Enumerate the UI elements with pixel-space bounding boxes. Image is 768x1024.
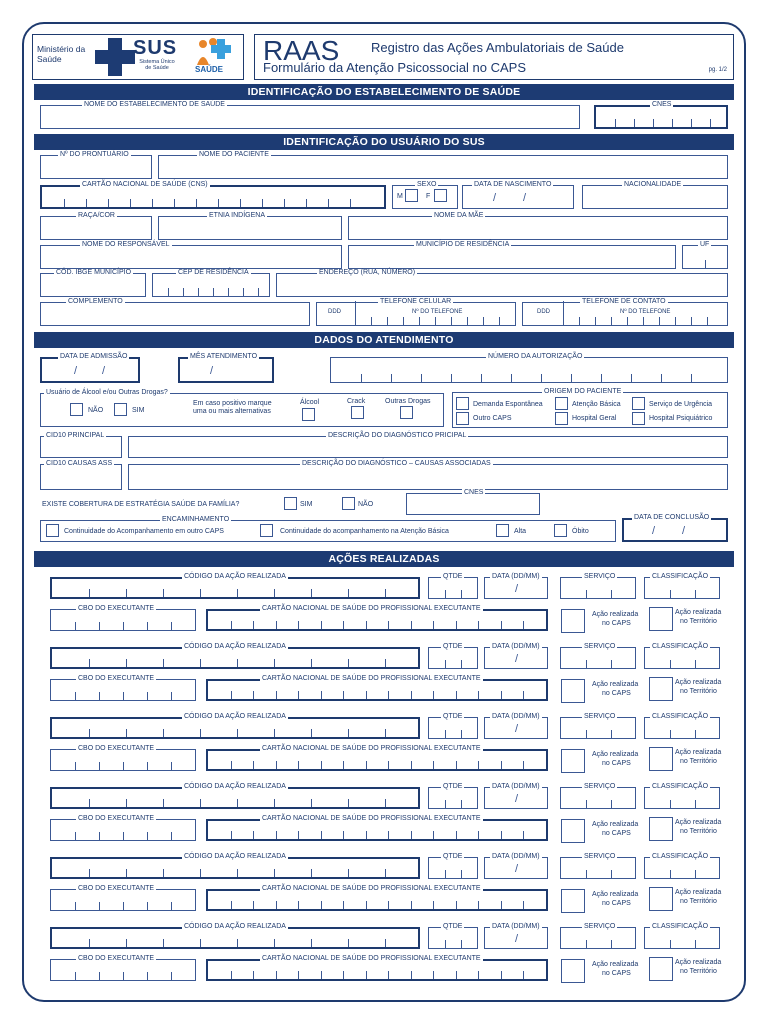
- outro-caps-checkbox[interactable]: [456, 412, 469, 425]
- acao-territorio-line-1: Ação realizada: [675, 819, 722, 826]
- acao-territorio-line-2: no Território: [680, 688, 717, 695]
- data-conclusao-label: DATA DE CONCLUSÃO: [634, 514, 710, 521]
- cep-label: CEP DE RESIDÊNCIA: [178, 269, 249, 276]
- data-acao-field[interactable]: /: [484, 857, 548, 879]
- crack-checkbox[interactable]: [351, 406, 364, 419]
- section-estabelecimento: IDENTIFICAÇÃO DO ESTABELECIMENTO DE SAÚDE: [34, 84, 734, 100]
- acao-caps-line-1: Ação realizada: [592, 891, 639, 898]
- cid-causas-label: CID10 CAUSAS ASS: [46, 460, 113, 467]
- cns-profissional-label: CARTÃO NACIONAL DE SAÚDE DO PROFISSIONAL EXECUTANTE: [262, 955, 481, 962]
- acao-territorio-line-2: no Território: [680, 828, 717, 835]
- acao-caps-line-2: no CAPS: [602, 690, 631, 697]
- cns-profissional-label: CARTÃO NACIONAL DE SAÚDE DO PROFISSIONAL EXECUTANTE: [262, 675, 481, 682]
- data-acao-label: DATA (DD/MM): [492, 713, 540, 720]
- cont-caps-label: Continuidade do Acompanhamento em outro CAPS: [64, 528, 224, 535]
- ddd-contato-label: DDD: [537, 309, 550, 315]
- saude-family-icon: [193, 37, 233, 67]
- data-admissao-field[interactable]: / /: [40, 357, 140, 383]
- section-usuario: IDENTIFICAÇÃO DO USUÁRIO DO SUS: [34, 134, 734, 150]
- hospital-geral-label: Hospital Geral: [572, 415, 617, 422]
- data-conclusao-field[interactable]: / /: [622, 518, 728, 542]
- sus-cross-icon: [95, 38, 135, 76]
- classificacao-label: CLASSIFICAÇÃO: [652, 923, 709, 930]
- cns-label: CARTÃO NACIONAL DE SAÚDE (CNS): [82, 181, 208, 188]
- cobertura-nao-label: NÃO: [358, 501, 374, 508]
- drogas-sim-label: SIM: [132, 407, 145, 414]
- telefone-celular-label: TELEFONE CELULAR: [380, 298, 452, 305]
- data-acao-field[interactable]: /: [484, 717, 548, 739]
- qtde-label: QTDE: [443, 853, 463, 860]
- municipio-label: MUNICÍPIO DE RESIDÊNCIA: [416, 241, 510, 248]
- cont-basica-checkbox[interactable]: [260, 524, 273, 537]
- acao-territorio-line-2: no Território: [680, 618, 717, 625]
- municipio-field[interactable]: [348, 245, 676, 269]
- data-admissao-label: DATA DE ADMISSÃO: [60, 353, 128, 360]
- sexo-m-label: M: [397, 193, 403, 200]
- cid-principal-label: CID10 PRINCIPAL: [46, 432, 105, 439]
- acao-territorio-checkbox[interactable]: [649, 607, 673, 631]
- servico-label: SERVIÇO: [584, 643, 616, 650]
- acao-caps-line-1: Ação realizada: [592, 681, 639, 688]
- codigo-acao-label: CÓDIGO DA AÇÃO REALIZADA: [184, 853, 286, 860]
- desc-principal-label: DESCRIÇÃO DO DIAGNÓSTICO PRICIPAL: [328, 432, 467, 439]
- data-acao-label: DATA (DD/MM): [492, 573, 540, 580]
- acao-territorio-checkbox[interactable]: [649, 747, 673, 771]
- title-line-1: Registro das Ações Ambulatoriais de Saúde: [371, 40, 624, 55]
- outro-caps-label: Outro CAPS: [473, 415, 512, 422]
- servico-label: SERVIÇO: [584, 923, 616, 930]
- hospital-geral-checkbox[interactable]: [555, 412, 568, 425]
- alcool-label: Álcool: [300, 399, 320, 406]
- servico-label: SERVIÇO: [584, 713, 616, 720]
- outras-drogas-checkbox[interactable]: [400, 406, 413, 419]
- data-acao-label: DATA (DD/MM): [492, 783, 540, 790]
- cnes-cobertura-label: CNES: [464, 489, 484, 496]
- cobertura-sim-checkbox[interactable]: [284, 497, 297, 510]
- classificacao-label: CLASSIFICAÇÃO: [652, 713, 709, 720]
- cbo-label: CBO DO EXECUTANTE: [78, 745, 155, 752]
- atencao-basica-checkbox[interactable]: [555, 397, 568, 410]
- drogas-sim-checkbox[interactable]: [114, 403, 127, 416]
- cbo-label: CBO DO EXECUTANTE: [78, 815, 155, 822]
- acao-caps-line-2: no CAPS: [602, 760, 631, 767]
- drogas-question: Usuário de Álcool e/ou Outras Drogas?: [46, 389, 168, 396]
- sus-logo: SUS: [133, 37, 178, 59]
- nome-mae-field[interactable]: [348, 216, 728, 240]
- responsavel-label: NOME DO RESPONSÁVEL: [82, 241, 170, 248]
- cns-profissional-label: CARTÃO NACIONAL DE SAÚDE DO PROFISSIONAL EXECUTANTE: [262, 885, 481, 892]
- atencao-basica-label: Atenção Básica: [572, 401, 621, 408]
- nome-estabelecimento-label: NOME DO ESTABELECIMENTO DE SAÚDE: [84, 101, 225, 108]
- cobertura-nao-checkbox[interactable]: [342, 497, 355, 510]
- acao-caps-checkbox[interactable]: [561, 819, 585, 843]
- title-line-2: Formulário da Atenção Psicossocial no CAPS: [263, 60, 527, 75]
- telefone-contato-label: TELEFONE DE CONTATO: [582, 298, 666, 305]
- acao-caps-checkbox[interactable]: [561, 959, 585, 983]
- nacionalidade-label: NACIONALIDADE: [624, 181, 682, 188]
- urgencia-label: Serviço de Urgência: [649, 401, 713, 408]
- obito-label: Óbito: [572, 528, 589, 535]
- qtde-label: QTDE: [443, 923, 463, 930]
- acao-caps-line-1: Ação realizada: [592, 821, 639, 828]
- classificacao-label: CLASSIFICAÇÃO: [652, 573, 709, 580]
- logo-box: [32, 34, 244, 80]
- acao-territorio-line-1: Ação realizada: [675, 749, 722, 756]
- cnes-estab-label: CNES: [652, 101, 672, 108]
- alta-checkbox[interactable]: [496, 524, 509, 537]
- ibge-label: CÓD. IBGE MUNICÍPIO: [56, 269, 132, 276]
- acao-caps-line-2: no CAPS: [602, 970, 631, 977]
- servico-label: SERVIÇO: [584, 783, 616, 790]
- codigo-acao-label: CÓDIGO DA AÇÃO REALIZADA: [184, 573, 286, 580]
- saude-logo: SAÚDE: [195, 65, 224, 74]
- acao-caps-line-1: Ação realizada: [592, 961, 639, 968]
- acao-caps-line-2: no CAPS: [602, 830, 631, 837]
- demanda-label: Demanda Espontânea: [473, 401, 543, 408]
- acao-territorio-line-1: Ação realizada: [675, 889, 722, 896]
- acao-territorio-checkbox[interactable]: [649, 677, 673, 701]
- raca-label: RAÇA/COR: [78, 212, 115, 219]
- nascimento-label: DATA DE NASCIMENTO: [474, 181, 552, 188]
- qtde-label: QTDE: [443, 573, 463, 580]
- data-acao-field[interactable]: /: [484, 787, 548, 809]
- urgencia-checkbox[interactable]: [632, 397, 645, 410]
- classificacao-label: CLASSIFICAÇÃO: [652, 783, 709, 790]
- psiquiatrico-label: Hospital Psiquiátrico: [649, 415, 713, 422]
- num-celular-label: Nº DO TELEFONE: [412, 309, 463, 315]
- servico-label: SERVIÇO: [584, 573, 616, 580]
- cbo-label: CBO DO EXECUTANTE: [78, 955, 155, 962]
- crack-label: Crack: [347, 398, 366, 405]
- title-box: [254, 34, 734, 80]
- data-acao-field[interactable]: /: [484, 577, 548, 599]
- qtde-label: QTDE: [443, 713, 463, 720]
- sus-subtitle: Sistema Único de Saúde: [139, 59, 175, 71]
- acao-territorio-line-1: Ação realizada: [675, 959, 722, 966]
- cbo-label: CBO DO EXECUTANTE: [78, 885, 155, 892]
- acao-caps-checkbox[interactable]: [561, 609, 585, 633]
- acao-territorio-line-1: Ação realizada: [675, 679, 722, 686]
- alcool-checkbox[interactable]: [302, 408, 315, 421]
- acao-caps-line-1: Ação realizada: [592, 611, 639, 618]
- origem-label: ORIGEM DO PACIENTE: [544, 388, 622, 395]
- data-acao-field[interactable]: /: [484, 647, 548, 669]
- demanda-checkbox[interactable]: [456, 397, 469, 410]
- section-acoes: AÇÕES REALIZADAS: [34, 551, 734, 567]
- alta-label: Alta: [514, 528, 527, 535]
- drogas-nao-label: NÃO: [88, 407, 104, 414]
- sexo-label: SEXO: [417, 181, 437, 188]
- sexo-f-label: F: [426, 193, 431, 200]
- data-acao-label: DATA (DD/MM): [492, 923, 540, 930]
- data-acao-label: DATA (DD/MM): [492, 643, 540, 650]
- acao-caps-line-2: no CAPS: [602, 900, 631, 907]
- cont-caps-checkbox[interactable]: [46, 524, 59, 537]
- acao-caps-checkbox[interactable]: [561, 749, 585, 773]
- autorizacao-label: NÚMERO DA AUTORIZAÇÃO: [488, 353, 583, 360]
- qtde-label: QTDE: [443, 783, 463, 790]
- ddd-celular-label: DDD: [328, 309, 341, 315]
- cns-profissional-label: CARTÃO NACIONAL DE SAÚDE DO PROFISSIONAL EXECUTANTE: [262, 745, 481, 752]
- cbo-label: CBO DO EXECUTANTE: [78, 605, 155, 612]
- outras-drogas-label: Outras Drogas: [385, 398, 431, 405]
- classificacao-label: CLASSIFICAÇÃO: [652, 643, 709, 650]
- codigo-acao-label: CÓDIGO DA AÇÃO REALIZADA: [184, 783, 286, 790]
- cbo-label: CBO DO EXECUTANTE: [78, 675, 155, 682]
- data-acao-label: DATA (DD/MM): [492, 853, 540, 860]
- complemento-label: COMPLEMENTO: [68, 298, 123, 305]
- acao-territorio-line-2: no Território: [680, 898, 717, 905]
- cont-basica-label: Continuidade do acompanhamento na Atenção Básica: [280, 528, 449, 535]
- acao-territorio-checkbox[interactable]: [649, 887, 673, 911]
- sexo-m-checkbox[interactable]: [405, 189, 418, 202]
- qtde-label: QTDE: [443, 643, 463, 650]
- num-contato-label: Nº DO TELEFONE: [620, 309, 671, 315]
- psiquiatrico-checkbox[interactable]: [632, 412, 645, 425]
- acao-territorio-checkbox[interactable]: [649, 817, 673, 841]
- encaminhamento-label: ENCAMINHAMENTO: [162, 516, 230, 523]
- mes-atendimento-label: MÊS ATENDIMENTO: [190, 353, 258, 360]
- nome-paciente-label: NOME DO PACIENTE: [199, 151, 269, 158]
- ministry-logo-text: Ministério da Saúde: [37, 44, 86, 64]
- acao-caps-line-2: no CAPS: [602, 620, 631, 627]
- mes-atendimento-field[interactable]: /: [178, 357, 274, 383]
- uf-label: UF: [700, 241, 710, 248]
- cobertura-sim-label: SIM: [300, 501, 313, 508]
- cns-profissional-label: CARTÃO NACIONAL DE SAÚDE DO PROFISSIONAL EXECUTANTE: [262, 605, 481, 612]
- data-acao-field[interactable]: /: [484, 927, 548, 949]
- page-number: pg. 1/2: [708, 67, 727, 73]
- codigo-acao-label: CÓDIGO DA AÇÃO REALIZADA: [184, 643, 286, 650]
- nome-mae-label: NOME DA MÃE: [434, 212, 484, 219]
- positivo-line-2: uma ou mais alternativas: [193, 408, 271, 415]
- acao-territorio-line-1: Ação realizada: [675, 609, 722, 616]
- codigo-acao-label: CÓDIGO DA AÇÃO REALIZADA: [184, 713, 286, 720]
- drogas-nao-checkbox[interactable]: [70, 403, 83, 416]
- cobertura-question: EXISTE COBERTURA DE ESTRATÉGIA SAÚDE DA FAMÍLIA?: [42, 501, 240, 508]
- prontuario-label: Nº DO PRONTUÁRIO: [60, 151, 129, 158]
- codigo-acao-label: CÓDIGO DA AÇÃO REALIZADA: [184, 923, 286, 930]
- acao-caps-checkbox[interactable]: [561, 889, 585, 913]
- acao-caps-checkbox[interactable]: [561, 679, 585, 703]
- servico-label: SERVIÇO: [584, 853, 616, 860]
- nascimento-field[interactable]: / /: [462, 185, 574, 209]
- etnia-label: ETNIA INDÍGENA: [209, 212, 266, 219]
- endereco-label: ENDEREÇO (RUA, NÚMERO): [319, 269, 416, 276]
- classificacao-label: CLASSIFICAÇÃO: [652, 853, 709, 860]
- acao-territorio-checkbox[interactable]: [649, 957, 673, 981]
- acao-territorio-line-2: no Território: [680, 758, 717, 765]
- acao-territorio-line-2: no Território: [680, 968, 717, 975]
- desc-causas-label: DESCRIÇÃO DO DIAGNÓSTICO – CAUSAS ASSOCIADAS: [302, 460, 491, 467]
- cns-profissional-label: CARTÃO NACIONAL DE SAÚDE DO PROFISSIONAL EXECUTANTE: [262, 815, 481, 822]
- raas-title: RAAS: [263, 35, 340, 66]
- section-atendimento: DADOS DO ATENDIMENTO: [34, 332, 734, 348]
- acao-caps-line-1: Ação realizada: [592, 751, 639, 758]
- positivo-line-1: Em caso positivo marque: [193, 400, 272, 407]
- sexo-f-checkbox[interactable]: [434, 189, 447, 202]
- obito-checkbox[interactable]: [554, 524, 567, 537]
